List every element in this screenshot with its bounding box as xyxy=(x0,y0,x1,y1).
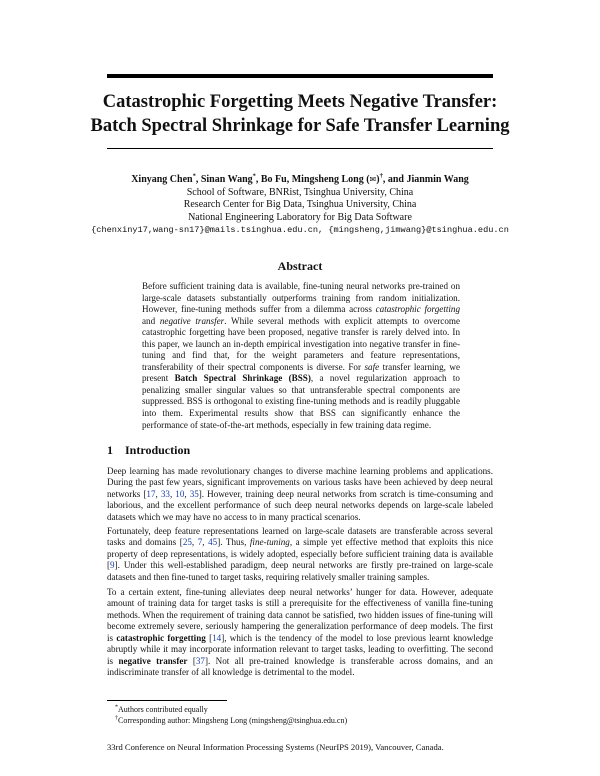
equal-contribution-mark: * xyxy=(192,172,196,180)
author-names xyxy=(60,174,540,187)
abstract-emphasis: safe xyxy=(364,361,380,372)
title-line-2: Batch Spectral Shrinkage for Safe Transfer Learning xyxy=(90,116,510,136)
footnote-rule xyxy=(107,700,227,701)
conference-note: 33rd Conference on Neural Information Processing Systems (NeurIPS 2019), Vancouver, Canada. xyxy=(107,742,444,752)
abstract-heading: Abstract xyxy=(277,259,323,273)
citation-link[interactable]: 7 xyxy=(197,537,203,548)
paragraph-text: Deep learning has made revolutionary changes to diverse machine learning problems and applications. During the past few years, significant improvements on various tasks have been achieved by deep neural networks [ xyxy=(107,466,493,499)
paragraph-text: , a simple yet effective method that exploits this nice property of deep representations, is widely adopted, especially before sufficient training data is available [ xyxy=(107,537,494,571)
title-line-1: Catastrophic Forgetting Meets Negative Transfer: xyxy=(102,92,498,112)
paragraph-text: ]. However, training deep neural networks from scratch is time-consuming and laborious, and the excellent performance of such deep neural networks depends on large-scale labeled datasets which we may have no access to in many practical scenarios. xyxy=(107,488,494,522)
paragraph-text: , xyxy=(202,537,209,548)
envelope-icon: ✉ xyxy=(369,175,377,184)
abstract-segment: . While several methods with explicit attempts to overcome catastrophic forgetting have been proposed, negative transfer is rarely delved into. In this paper, we launch an in-depth empirical investigation into negative transfer in fine-tuning and find that, for the weight parameters and feature representations, transferability of their spectral components is diverse. For xyxy=(142,315,460,372)
title-top-rule xyxy=(107,74,493,78)
footnote-mark: * xyxy=(115,704,118,711)
citation-link[interactable]: 9 xyxy=(110,560,115,571)
key-term: catastrophic forgetting xyxy=(116,632,206,643)
abstract-emphasis: catastrophic forgetting xyxy=(375,304,460,315)
citation-link[interactable]: 37 xyxy=(195,655,205,666)
abstract-segment: and xyxy=(142,315,160,326)
paragraph-text: ]. Under this well-established paradigm, deep neural networks are firstly pre-trained on large-scale datasets and then fine-tuned to target tasks, requiring relatively smaller training samples. xyxy=(107,560,493,582)
author-name-text: , and Jianmin Wang xyxy=(382,174,469,185)
paragraph-text: ], which is the tendency of the model to lose previous learnt knowledge abruptly while it may incorporate information relevant to target tasks, leading to overfitting. The second is xyxy=(107,632,493,666)
author-emails: {chenxiny17,wang-sn17}@mails.tsinghua.edu.cn, {mingsheng,jimwang}@tsinghua.edu.cn xyxy=(91,225,509,235)
footnote-text: Corresponding author: Mingsheng Long (mingsheng@tsinghua.edu.cn) xyxy=(118,716,348,725)
citation-link[interactable]: 17 xyxy=(146,488,156,499)
author-name-text: , Bo Fu, Mingsheng Long ( xyxy=(255,174,370,185)
footnote-1 xyxy=(115,705,208,715)
equal-contribution-mark: * xyxy=(252,172,256,180)
key-term: negative transfer xyxy=(118,655,188,666)
paragraph-text: To a certain extent, fine-tuning alleviates deep neural networks’ hunger for data. However, adequate amount of training data for target tasks is still a prerequisite for the effectiveness of vanilla fine-tuning methods. When the requirement of training data cannot be satisfied, two hidden issues of fine-tuning will become extremely severe, seriously hampering the generalization performance of deep models. The first is xyxy=(107,587,493,643)
intro-paragraph-1 xyxy=(107,466,493,523)
paragraph-text: , xyxy=(184,488,190,499)
section-heading-introduction xyxy=(107,443,190,458)
intro-paragraph-3 xyxy=(107,587,493,679)
abstract-segment: Before sufficient training data is available, fine-tuning neural networks pre-trained on large-scale datasets substantially outperforms training from random initialization. However, fine-tuning methods suffer from a dilemma across xyxy=(142,281,460,315)
title-bottom-rule xyxy=(107,148,493,149)
paragraph-text: , xyxy=(169,488,176,499)
footnote-2 xyxy=(115,716,347,726)
citation-link[interactable]: 35 xyxy=(189,488,199,499)
affiliation-1: School of Software, BNRist, Tsinghua University, China xyxy=(186,186,414,198)
section-number: 1 xyxy=(107,443,113,457)
abstract-text xyxy=(142,281,460,431)
abstract-emphasis: negative transfer xyxy=(159,315,225,326)
intro-paragraph-2 xyxy=(107,526,493,583)
paragraph-text: ]. Thus, xyxy=(217,537,250,548)
citation-link[interactable]: 25 xyxy=(182,537,192,548)
affiliation-3: National Engineering Laboratory for Big Data Software xyxy=(188,211,412,223)
footnote-mark: † xyxy=(115,715,118,722)
citation-link[interactable]: 14 xyxy=(212,632,222,643)
affiliation-2: Research Center for Big Data, Tsinghua University, China xyxy=(183,199,417,210)
citation-link[interactable]: 33 xyxy=(160,488,170,499)
paragraph-text: Fortunately, deep feature representations learned on large-scale datasets are transferable across several tasks and domains [ xyxy=(107,526,493,548)
citation-link[interactable]: 10 xyxy=(175,488,185,499)
citation-link[interactable]: 45 xyxy=(208,537,218,548)
author-name-text: ) xyxy=(376,174,380,185)
paragraph-text: ]. Not all pre-trained knowledge is transferable across domains, and an indiscriminate transfer of all knowledge is detrimental to the model. xyxy=(107,655,493,678)
corresponding-author-mark: † xyxy=(379,172,383,180)
section-title: Introduction xyxy=(125,443,191,457)
paragraph-text: [ xyxy=(187,655,196,666)
author-block xyxy=(60,174,540,237)
paragraph-text: , xyxy=(191,537,198,548)
abstract-segment: , a novel regularization approach to penalizing smaller singular values so that untransferable spectral components are suppressed. BSS is orthogonal to existing fine-tuning methods and is readily pluggable into them. Experimental results show that BSS can significantly enhance the performance of state-of-the-art methods, especially in few training data regime. xyxy=(142,373,460,430)
paper-title xyxy=(60,90,540,138)
paragraph-text: [ xyxy=(205,632,213,643)
paragraph-emphasis: fine-tuning xyxy=(249,537,290,548)
author-name-text: Xinyang Chen xyxy=(131,174,193,185)
paragraph-text: , xyxy=(155,488,161,499)
author-name-text: , Sinan Wang xyxy=(195,174,253,185)
abstract-segment: transfer learning, we present xyxy=(142,361,460,384)
footnote-text: Authors contributed equally xyxy=(118,705,208,714)
method-name: Batch Spectral Shrinkage (BSS) xyxy=(174,373,311,384)
